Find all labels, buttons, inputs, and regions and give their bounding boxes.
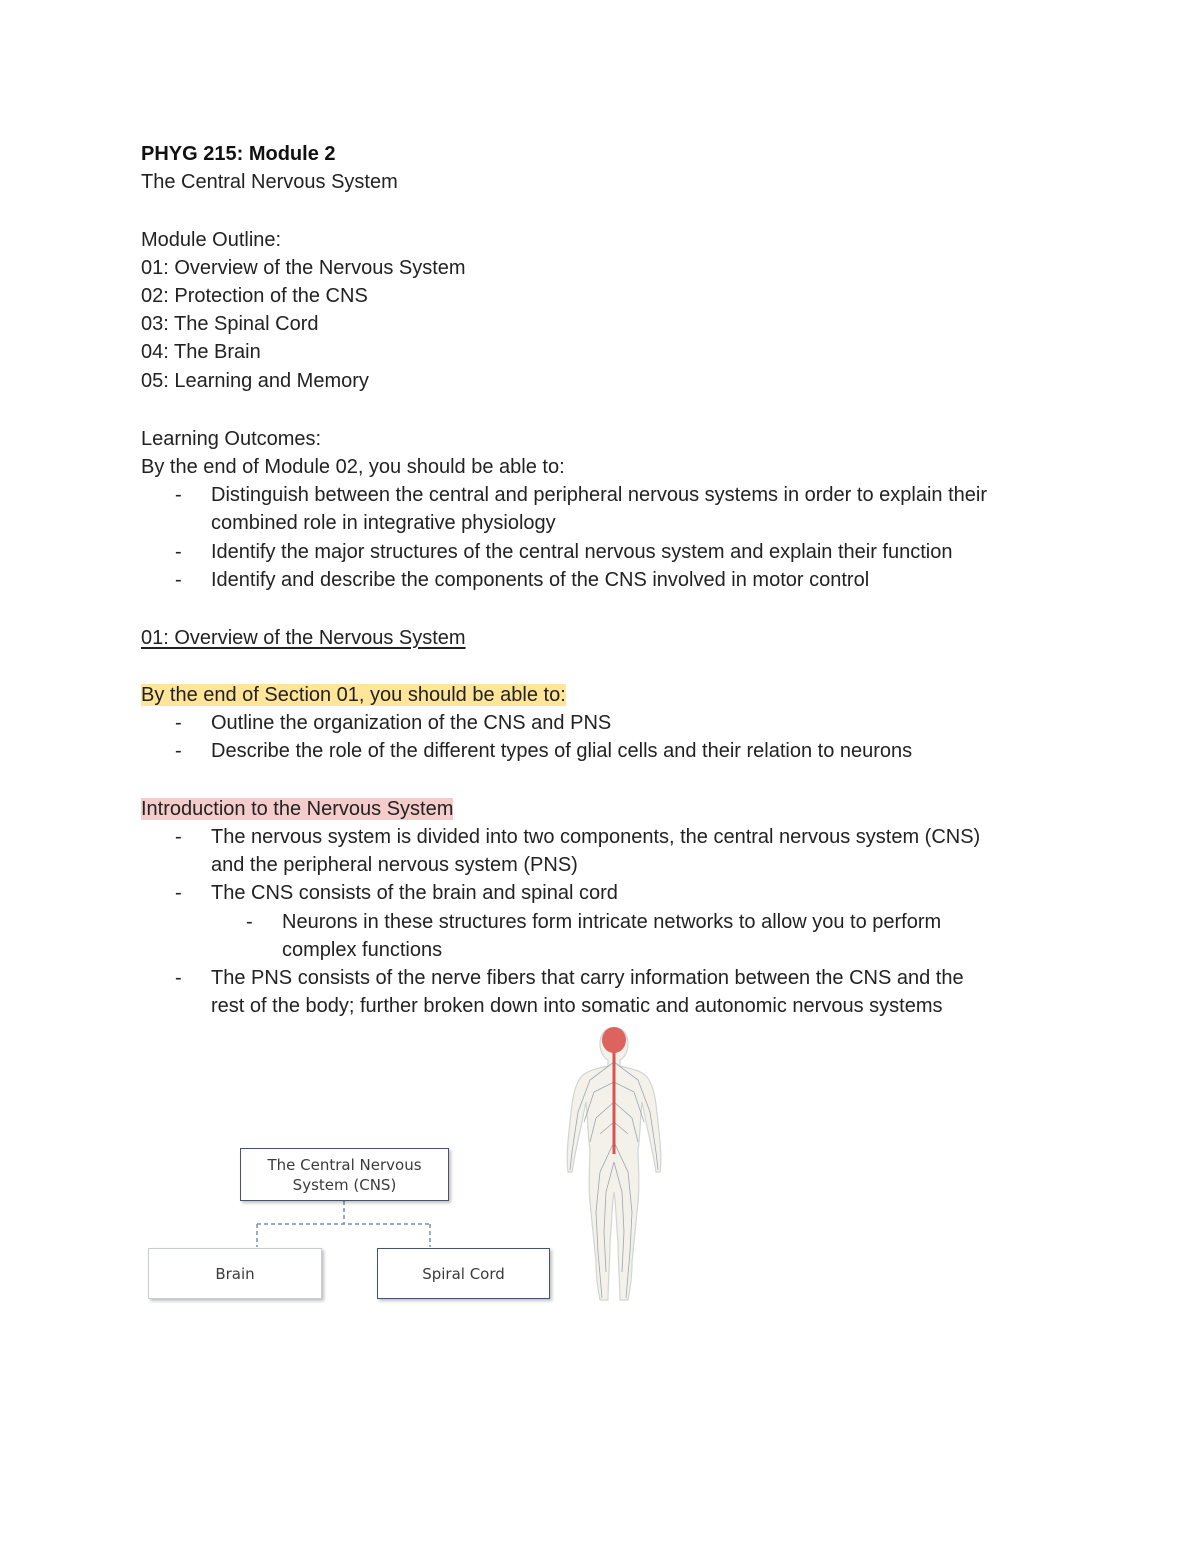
outline-item: 03: The Spinal Cord: [141, 313, 319, 335]
learning-outcomes-heading: Learning Outcomes:: [141, 428, 322, 450]
intro-bullet: The nervous system is divided into two components, the central nervous system (CNS): [211, 826, 981, 848]
outcome-item-cont: combined role in integrative physiology: [211, 512, 556, 534]
outcome-item: Distinguish between the central and peripheral nervous systems in order to explain their: [211, 484, 987, 506]
diagram-spinal-box: [377, 1248, 550, 1299]
outline-item: 02: Protection of the CNS: [141, 285, 368, 307]
intro-bullet: The PNS consists of the nerve fibers that carry information between the CNS and the: [211, 967, 964, 989]
bullet-dash: -: [175, 541, 182, 563]
goal-item: Describe the role of the different types of glial cells and their relation to neurons: [211, 740, 913, 762]
highlighted-text: By the end of Section 01, you should be able to:: [141, 684, 566, 706]
learning-outcomes-intro: By the end of Module 02, you should be able to:: [141, 456, 565, 478]
highlighted-text: Introduction to the Nervous System: [141, 798, 454, 820]
bullet-dash: -: [175, 484, 182, 506]
diagram-brain-label: Brain: [215, 1264, 255, 1283]
intro-sub-bullet: Neurons in these structures form intricate networks to allow you to perform: [282, 911, 942, 933]
outline-item: 05: Learning and Memory: [141, 370, 369, 392]
bullet-dash: -: [175, 740, 182, 762]
sub-bullet-dash: -: [246, 911, 253, 933]
outcome-item: Identify and describe the components of the CNS involved in motor control: [211, 569, 870, 591]
bullet-dash: -: [175, 826, 182, 848]
intro-sub-bullet-cont: complex functions: [282, 939, 443, 961]
goal-item: Outline the organization of the CNS and PNS: [211, 712, 612, 734]
diagram-root-label: The Central Nervous: [267, 1155, 422, 1174]
intro-bullet-cont: rest of the body; further broken down into somatic and autonomic nervous systems: [211, 995, 943, 1017]
diagram-root-box: [240, 1148, 449, 1201]
course-title: PHYG 215: Module 2: [141, 143, 336, 165]
diagram-spinal-label: Spiral Cord: [422, 1264, 505, 1283]
outline-item: 04: The Brain: [141, 341, 261, 363]
diagram-root-label-cont: System (CNS): [292, 1175, 397, 1194]
diagram-brain-box: [148, 1248, 322, 1299]
outline-heading: Module Outline:: [141, 229, 282, 251]
section-heading: 01: Overview of the Nervous System: [141, 627, 466, 649]
module-subtitle: The Central Nervous System: [141, 171, 398, 193]
outline-item: 01: Overview of the Nervous System: [141, 257, 466, 279]
nervous-system-illustration: [560, 1022, 670, 1312]
bullet-dash: -: [175, 967, 182, 989]
intro-bullet: The CNS consists of the brain and spinal cord: [211, 882, 618, 904]
intro-bullet-cont: and the peripheral nervous system (PNS): [211, 854, 578, 876]
bullet-dash: -: [175, 712, 182, 734]
outcome-item: Identify the major structures of the central nervous system and explain their function: [211, 541, 953, 563]
bullet-dash: -: [175, 882, 182, 904]
bullet-dash: -: [175, 569, 182, 591]
